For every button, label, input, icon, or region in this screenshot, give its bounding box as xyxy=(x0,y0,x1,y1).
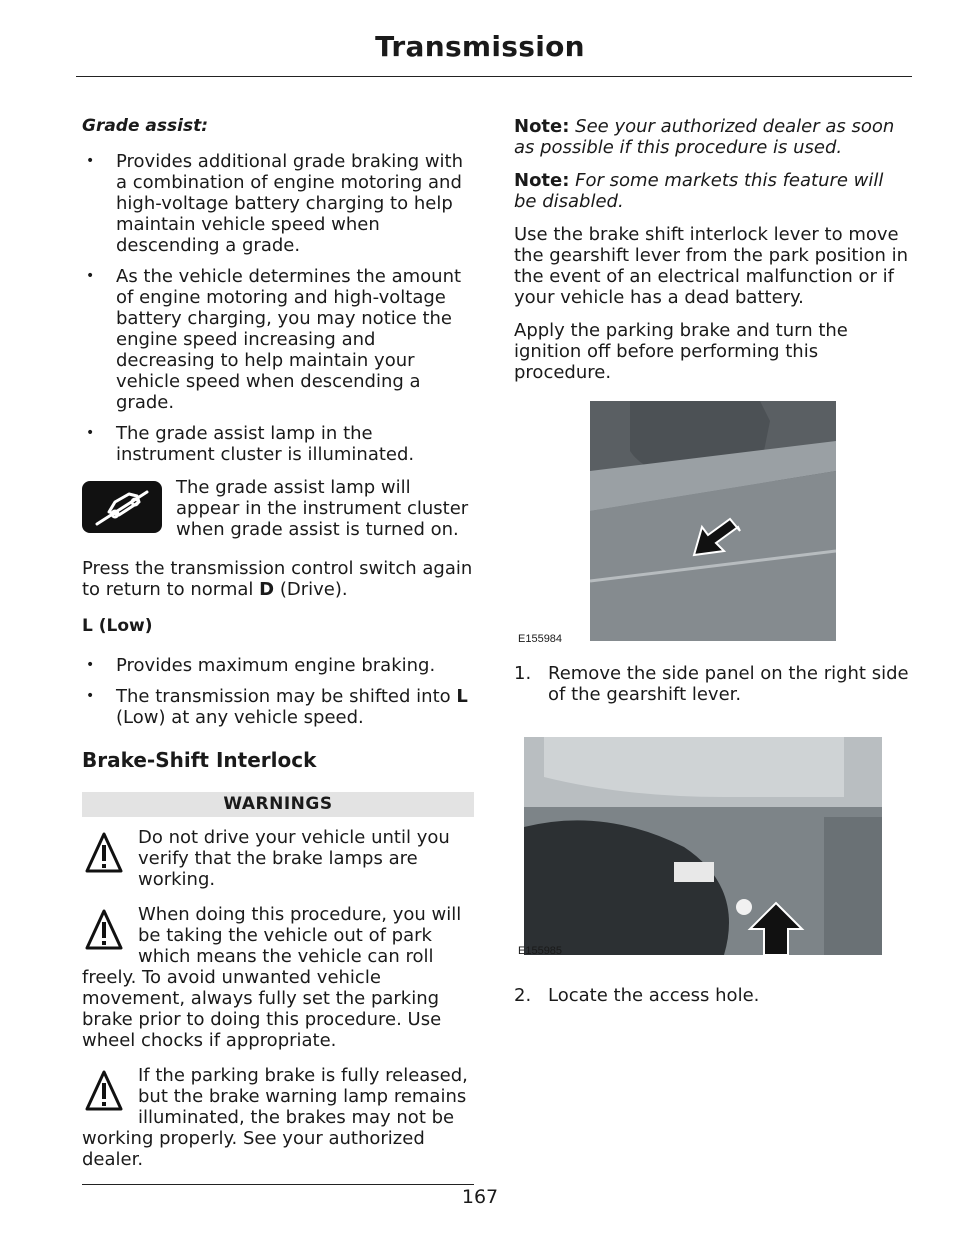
parking-brake-paragraph: Apply the parking brake and turn the ignition off before performing this procedure. xyxy=(514,320,848,383)
step-text: Locate the access hole. xyxy=(548,985,760,1006)
lamp-description: The grade assist lamp will appear in the instrument cluster when grade assist is turned on. xyxy=(176,477,469,540)
steps-list-2 xyxy=(514,985,910,1006)
header-divider xyxy=(76,76,912,77)
grade-assist-lamp-row xyxy=(82,477,474,540)
list-item: • Provides additional grade braking with a combination of engine motoring and high-voltage battery charging to help maintain vehicle speed when descending a grade. xyxy=(82,151,474,256)
figure-code: E155985 xyxy=(518,945,563,957)
warning-item xyxy=(82,1065,474,1170)
figure-code: E155984 xyxy=(518,633,563,645)
note-text: For some markets this feature will be disabled. xyxy=(514,170,884,212)
warning-triangle-icon xyxy=(84,908,124,954)
low-text-2: (Low) at any vehicle speed. xyxy=(116,707,364,728)
warnings-header: WARNINGS xyxy=(82,792,474,817)
list-item: • As the vehicle determines the amount of engine motoring and high-voltage battery charging, you may notice the engine speed increasing and decreasing to help maintain your vehicle speed when descending a grade. xyxy=(82,266,474,413)
press-text-2: (Drive). xyxy=(274,579,348,600)
step-item xyxy=(514,663,910,705)
note-label: Note: xyxy=(514,170,570,191)
warning-item xyxy=(82,827,474,890)
gearshift-side-panel-photo xyxy=(590,401,836,641)
warning-triangle-icon xyxy=(84,831,124,877)
figure-e155985 xyxy=(514,723,910,985)
page-title: Transmission xyxy=(375,30,585,63)
note-text: See your authorized dealer as soon as possible if this procedure is used. xyxy=(514,116,895,158)
figure-e155984 xyxy=(514,401,910,663)
step-item xyxy=(514,985,910,1006)
list-item xyxy=(82,686,474,728)
step-number: 1. xyxy=(514,663,532,684)
step-text: Remove the side panel on the right side of the gearshift lever. xyxy=(548,663,909,705)
list-item: • The grade assist lamp in the instrument cluster is illuminated. xyxy=(82,423,474,465)
press-switch-text xyxy=(82,558,474,600)
note-label: Note: xyxy=(514,116,570,137)
low-list xyxy=(82,655,474,728)
low-heading: L (Low) xyxy=(82,616,153,636)
warning-text: When doing this procedure, you will be taking the vehicle out of park which means the vehicle can roll freely. To avoid unwanted vehicle movement, always fully set the parking brake prior to doing this procedure. Use wheel chocks if appropriate. xyxy=(82,904,462,1051)
list-item: • Provides maximum engine braking. xyxy=(82,655,474,676)
drive-letter: D xyxy=(259,579,275,600)
left-column xyxy=(82,116,474,1185)
interlock-section-title: Brake-Shift Interlock xyxy=(82,748,317,772)
warning-item xyxy=(82,904,474,1051)
note-2 xyxy=(514,170,910,212)
warning-triangle-icon xyxy=(84,1069,124,1115)
grade-assist-list xyxy=(82,151,474,465)
interlock-paragraph: Use the brake shift interlock lever to move the gearshift lever from the park position in the event of an electrical malfunction or if your vehicle has a dead battery. xyxy=(514,224,909,308)
warning-text: Do not drive your vehicle until you verify that the brake lamps are working. xyxy=(138,827,450,890)
access-hole-photo xyxy=(524,737,882,955)
warnings-end-divider xyxy=(82,1184,474,1185)
grade-assist-lamp-icon xyxy=(82,481,162,533)
grade-assist-heading: Grade assist: xyxy=(82,116,209,136)
right-column xyxy=(514,116,910,1006)
press-text-1: Press the transmission control switch again to return to normal xyxy=(82,558,473,600)
page-number: 167 xyxy=(461,1186,499,1208)
low-text-1: The transmission may be shifted into xyxy=(116,686,457,707)
warning-text: If the parking brake is fully released, but the brake warning lamp remains illuminated, the brakes may not be working properly. See your authorized dealer. xyxy=(82,1065,468,1170)
note-1 xyxy=(514,116,910,158)
step-number: 2. xyxy=(514,985,532,1006)
low-letter: L xyxy=(456,686,468,707)
steps-list-1 xyxy=(514,663,910,705)
